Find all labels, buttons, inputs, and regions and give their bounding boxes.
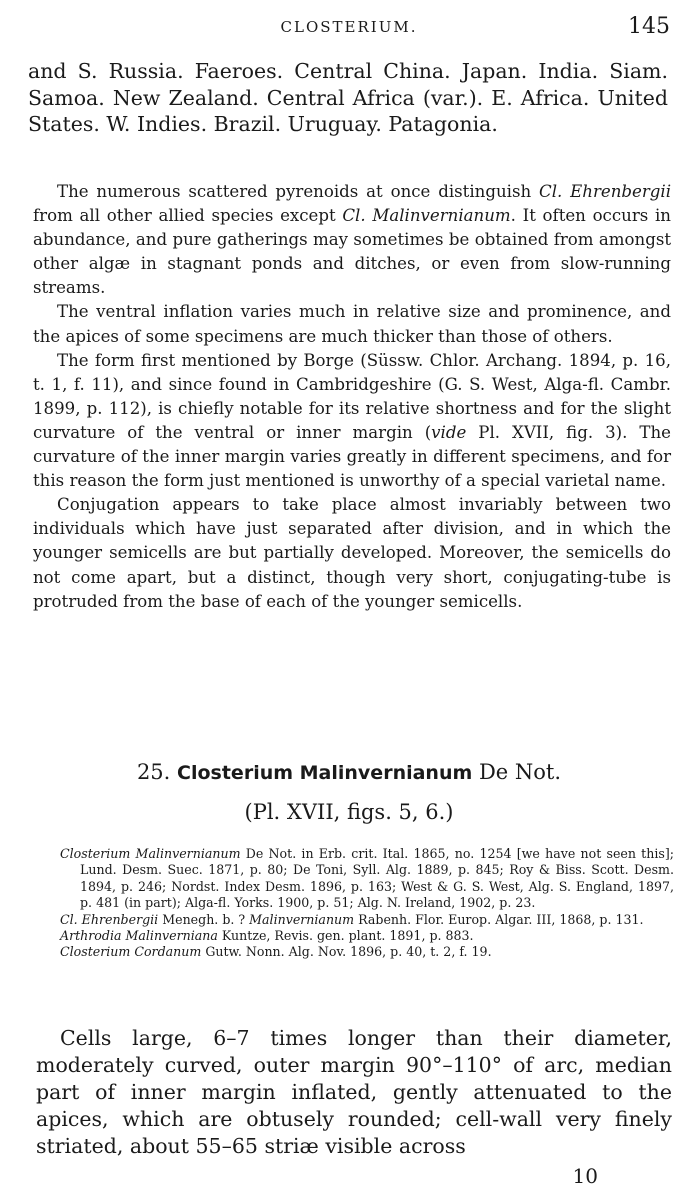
running-title: CLOSTERIUM. [280, 18, 418, 36]
synonym-name: Arthrodia Malinverniana [60, 928, 218, 944]
text-run: The form first mentioned by Borge (Süssw. Chlor. Archang. 1894, p. 16, t. 1, f. 11), and since found in Cambridgeshire (G. S. West, Alga-fl. Cambr. 1899, p. 112), is chiefly notable for its relative shortness and for the slight curvature of the ventral or inner margin ( [33, 350, 671, 442]
paragraph-conjugation: Conjugation appears to take place almost invariably between two individuals which have just separated after division, and in which the younger semicells are but partially developed. Moreover, the semicells do not come apart, but a distinct, though very short, conjugating-tube is protruded from the base of each of the younger semicells. [33, 495, 671, 611]
synonym-name: Cl. Ehrenbergii [60, 911, 159, 927]
distribution-continuation [28, 58, 668, 138]
text-run: from all other allied species except [33, 206, 343, 226]
synonym-entry [60, 928, 674, 944]
distribution-text: and S. Russia. Faeroes. Central China. Japan. India. Siam. Samoa. New Zealand. Central Africa (var.). E. Africa. United States. W. Indies. Brazil. Uruguay. Patagonia. [28, 59, 668, 136]
description-text: Cells large, 6–7 times longer than their diameter, moderately curved, outer margin 90°–110° of arc, median part of inner margin inflated, gently attenuated to the apices, which are obtusely rounded; cell-wall very finely striated, about 55–65 striæ visible across [36, 1026, 672, 1158]
text-run: Pl. XVII, fig. 3). The curvature of the inner margin varies greatly in different specimens, and for this reason the form just mentioned is unworthy of a special varietal name. [33, 422, 671, 491]
synonym-citation: Gutw. Nonn. Alg. Nov. 1896, p. 40, t. 2, f. 19. [201, 944, 492, 960]
synonym-name: Malinvernianum [249, 911, 355, 927]
paragraph-borge-form [33, 349, 671, 494]
species-authority: De Not. [478, 760, 562, 784]
species-name: Closterium Malinvernianum [177, 762, 473, 784]
synonym-citation: Kuntze, Revis. gen. plant. 1891, p. 883. [217, 928, 474, 944]
synonym-entry [60, 912, 674, 928]
text-run: The numerous scattered pyrenoids at once distinguish [57, 182, 540, 201]
page-number: 145 [628, 14, 670, 39]
signature-mark: 10 [572, 1164, 598, 1188]
species-heading [0, 760, 698, 784]
italic-taxon: Cl. Malinvernianum [342, 206, 511, 226]
synonym-entry [60, 944, 674, 960]
italic-taxon: Cl. Ehrenbergii [539, 182, 672, 201]
paragraph-pyrenoids [33, 180, 671, 300]
plate-reference: (Pl. XVII, figs. 5, 6.) [244, 800, 454, 824]
synonym-citation: Menegh. b. ? [158, 911, 250, 927]
italic-vide: vide [431, 422, 467, 442]
running-head [0, 14, 698, 44]
synonym-citation: De Not. in Erb. crit. Ital. 1865, no. 1254 [we have not seen this]; Lund. Desm. Suec. 1871, p. 80; De Toni, Syll. Alg. 1889, p. 845; Roy & Biss. Scott. Desm. 1894, p. 246; Nordst. Index Desm. 1896, p. 163; West & G. S. West, Alg. S. England, 1897, p. 481 (in part); Alga-fl. Yorks. 1900, p. 51; Alg. N. Ireland, 1902, p. 23. [80, 846, 675, 911]
synonym-name: Closterium Cordanum [60, 944, 202, 960]
discussion-body [33, 180, 671, 614]
synonym-name: Closterium Malinvernianum [60, 846, 241, 861]
species-description [36, 1025, 672, 1160]
text-run: . It often occurs in abundance, and pure gatherings may sometimes be obtained from amongst other algæ in stagnant ponds and ditches, or even from slow-running streams. [33, 206, 671, 298]
synonymy-list [60, 846, 674, 961]
synonym-citation: Rabenh. Flor. Europ. Algar. III, 1868, p. 131. [354, 911, 644, 927]
paragraph-ventral-inflation: The ventral inflation varies much in relative size and prominence, and the apices of some specimens are much thicker than those of others. [33, 302, 671, 346]
synonym-entry [60, 846, 674, 912]
species-number: 25. [136, 760, 171, 784]
